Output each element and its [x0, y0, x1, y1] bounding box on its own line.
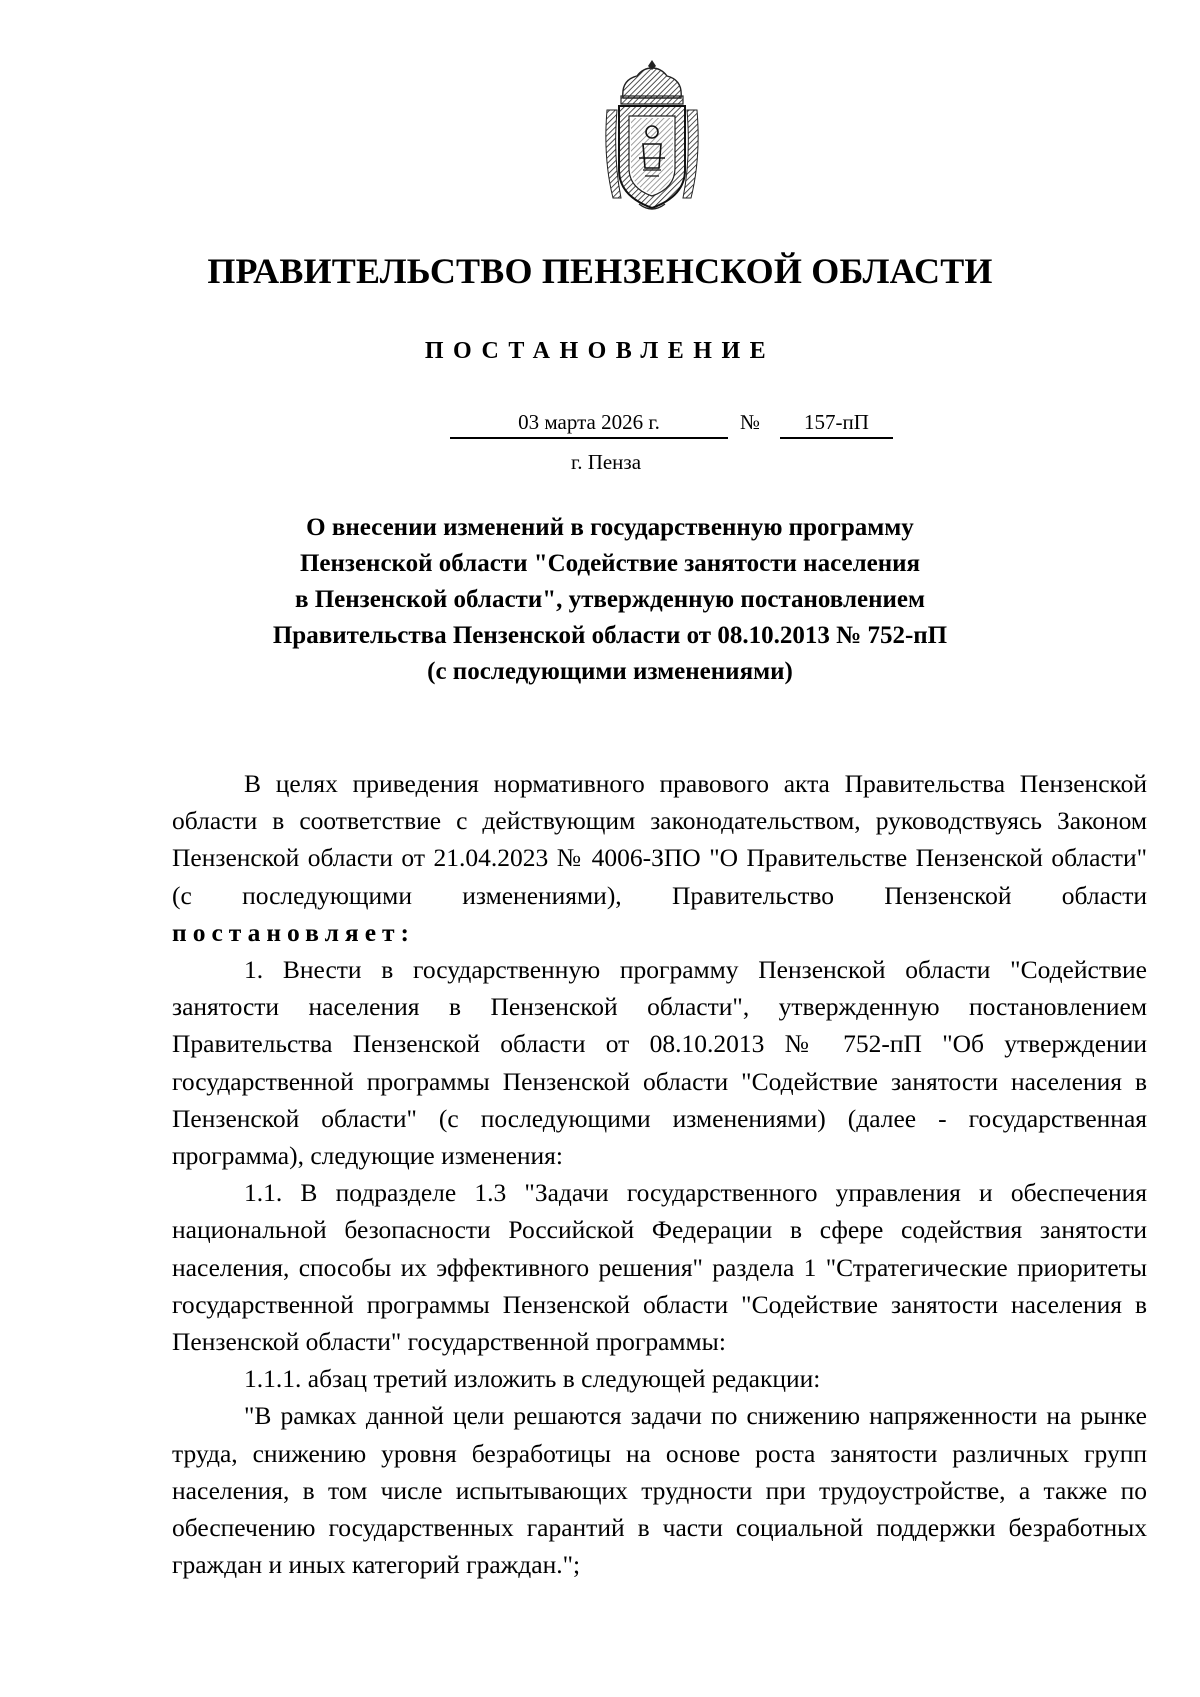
preamble-paragraph: [172, 765, 1147, 951]
decrees-keyword: постановляет:: [172, 917, 416, 947]
paragraph-1-1: 1.1. В подразделе 1.3 "Задачи государственного управления и обеспечения национальной безопасности Российской Федерации в сфере содействия занятости населения, способы их эффективного решения" раздела 1 "Стратегические приоритеты государственной программы Пензенской области "Содействие занятости населения в Пензенской области" государственной программы:: [172, 1178, 1147, 1357]
paragraph-1-1-1: 1.1.1. абзац третий изложить в следующей редакции:: [244, 1364, 821, 1394]
title-line: в Пензенской области", утвержденную постановлением: [294, 586, 926, 613]
document-date: 03 марта 2026 г.: [450, 410, 728, 439]
document-type: ПОСТАНОВЛЕНИЕ: [424, 338, 776, 364]
date-number-line: [450, 410, 900, 446]
document-number: 157-пП: [780, 410, 893, 439]
title-line: (с последующими изменениями): [427, 658, 793, 685]
document-title: [170, 510, 1050, 690]
preamble-text: В целях приведения нормативного правового акта Правительства Пензенской области в соответствие с действующим законодательством, руководствуясь Законом Пензенской области от 21.04.2023 № 4006-ЗПО "О Правительстве Пензенской области" (с последующими изменениями), Правительство Пензенской области: [172, 769, 1147, 910]
title-line: Пензенской области "Содействие занятости населения: [299, 550, 921, 577]
government-name: ПРАВИТЕЛЬСТВО ПЕНЗЕНСКОЙ ОБЛАСТИ: [207, 251, 993, 291]
quoted-paragraph: "В рамках данной цели решаются задачи по снижению напряженности на рынке труда, снижению уровня безработицы на основе роста занятости различных групп населения, в том числе испытывающих трудности при трудоустройстве, а также по обеспечению государственных гарантий в части социальной поддержки безработных граждан и иных категорий граждан.";: [172, 1401, 1147, 1580]
paragraph-1: 1. Внести в государственную программу Пензенской области "Содействие занятости населения в Пензенской области", утвержденную постановлением Правительства Пензенской области от 08.10.2013 № 752-пП "Об утверждении государственной программы Пензенской области "Содействие занятости населения в Пензенской области" (с последующими изменениями) (далее - государственная программа), следующие изменения:: [172, 955, 1147, 1171]
title-line: О внесении изменений в государственную программу: [306, 514, 914, 541]
document-body: [172, 765, 1147, 1583]
title-line: Правительства Пензенской области от 08.10.2013 № 752-пП: [272, 622, 948, 649]
document-city: г. Пенза: [570, 450, 642, 474]
coat-of-arms-icon: [599, 58, 705, 216]
number-sign: №: [740, 410, 761, 434]
